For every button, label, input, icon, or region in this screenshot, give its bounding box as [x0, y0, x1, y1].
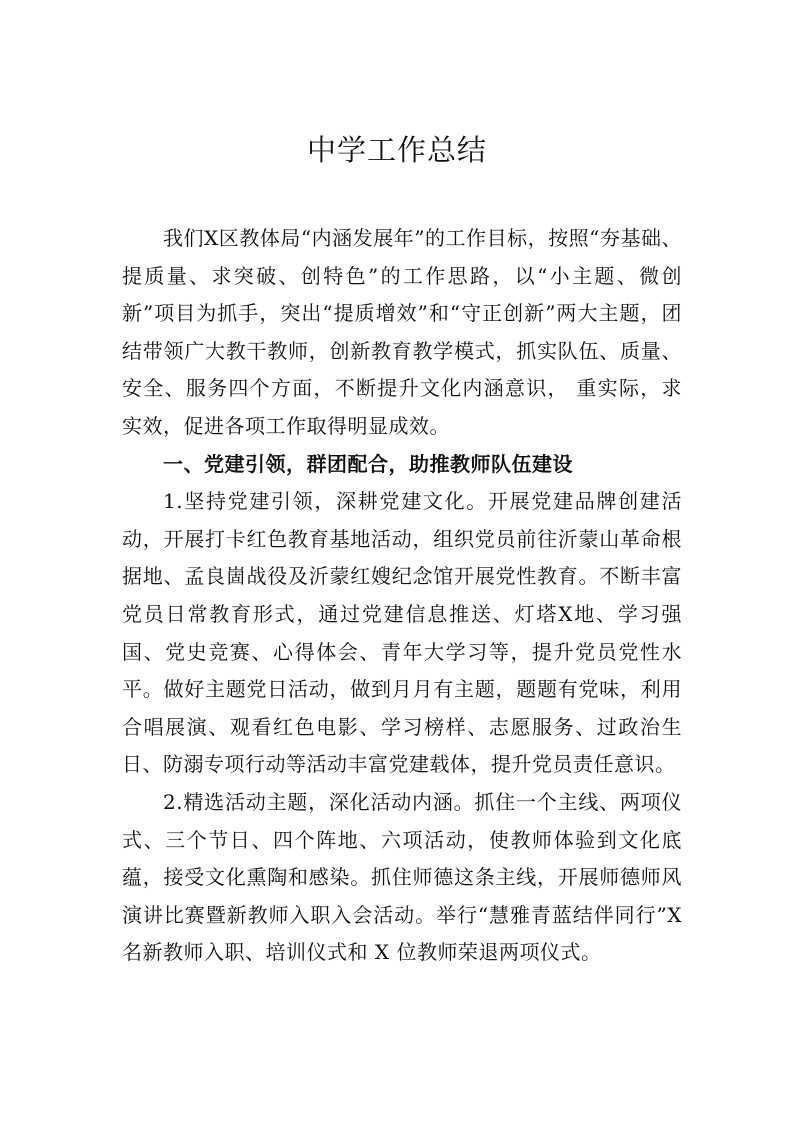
body-paragraph: 1.坚持党建引领，深耕党建文化。开展党建品牌创建活动，开展打卡红色教育基地活动，组织党员前往沂蒙山革命根据地、孟良崮战役及沂蒙红嫂纪念馆开展党性教育。不断丰富党员日常教育形式，通过党建信息推送、灯塔X地、学习强国、党史竞赛、心得体会、青年大学习等，提升党员党性水平。做好主题党日活动，做到月月有主题，题题有党味，利用合唱展演、观看红色电影、学习榜样、志愿服务、过政治生日、防溺专项行动等活动丰富党建载体，提升党员责任意识。 [122, 489, 682, 777]
section-heading: 一、党建引领，群团配合，助推教师队伍建设 [163, 451, 573, 476]
document-title: 中学工作总结 [306, 133, 487, 167]
document-body [122, 220, 682, 972]
body-paragraph: 2.精选活动主题，深化活动内涵。抓住一个主线、两项仪式、三个节日、四个阵地、六项活动，使教师体验到文化底蕴，接受文化熏陶和感染。抓住师德这条主线，开展师德师风演讲比赛暨新教师入职入会活动。举行“慧雅青蓝结伴同行”X 名新教师入职、培训仪式和 X 位教师荣退两项仪式。 [122, 789, 682, 965]
intro-paragraph: 我们X区教体局“内涵发展年”的工作目标，按照“夯基础、提质量、求突破、创特色”的工作思路，以“小主题、微创新”项目为抓手，突出“提质增效”和“守正创新”两大主题，团结带领广大教干教师，创新教育教学模式，抓实队伍、质量、安全、服务四个方面，不断提升文化内涵意识， 重实际，求实效，促进各项工作取得明显成效。 [122, 226, 682, 438]
